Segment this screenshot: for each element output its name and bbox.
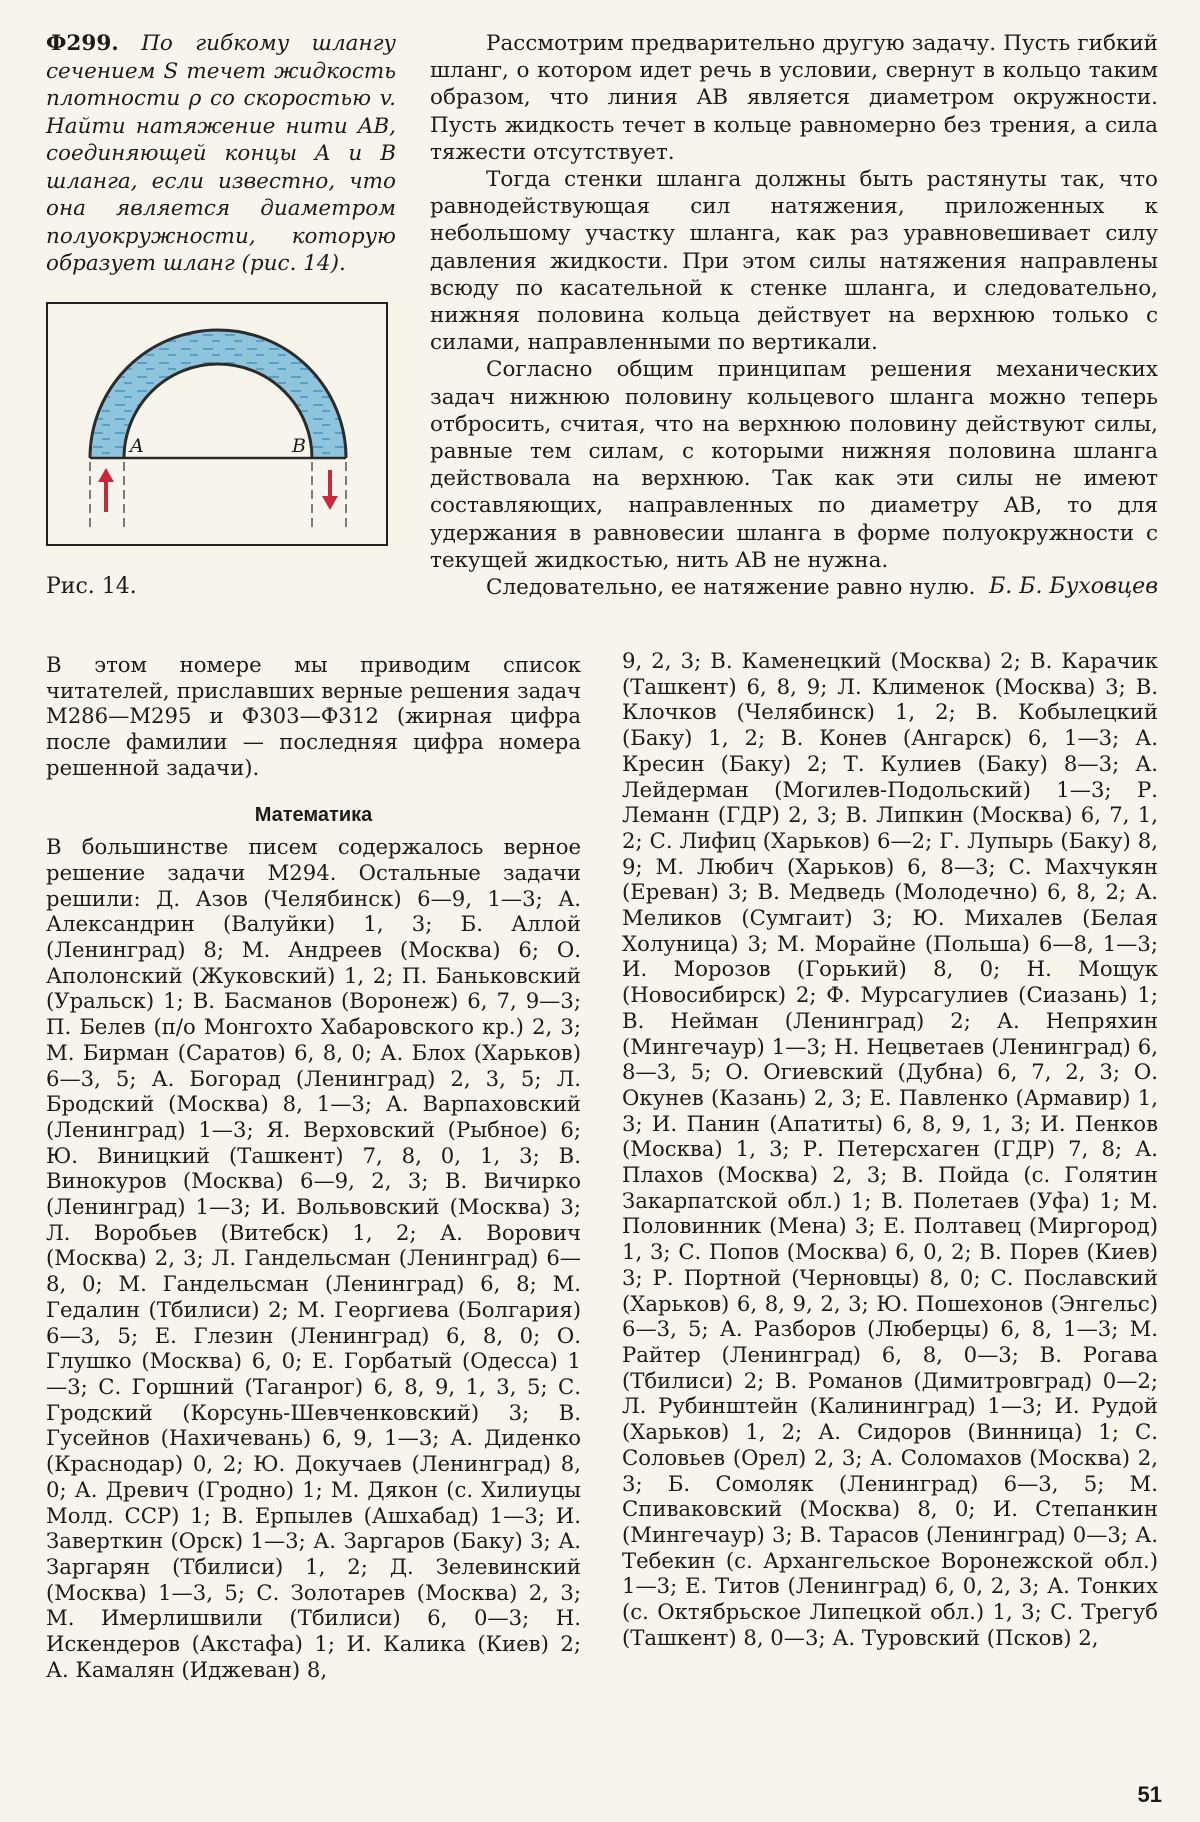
solution-paragraph: Рассмотрим предварительно другую задачу. Пусть гибкий шланг, о котором идет речь в условии, свернут в кольцо таким образом, что линия AB является диаметром окружности. Пусть жидкость течет в кольце равномерно без трения, а сила тяжести отсутствует.: [430, 31, 1158, 165]
solution-paragraph: Следовательно, ее натяжение равно нулю.: [486, 575, 976, 601]
arrow-up-icon: [98, 468, 114, 512]
readers-list-left: В большинстве писем содержалось верное решение задачи М294. Остальные задачи решили: Д. Азов (Челябинск) 6—9, 1—3; А. Александрин (Валуйки) 1, 3; Б. Аллой (Ленинград) 8; М. Андреев (Москва) 6; О. Аполонский (Жуковский) 1, 2; П. Баньковский (Уральск) 1; В. Басманов (Воронеж) 6, 7, 9—3; П. Белев (п/о Монгохто Хабаровского кр.) 2, 3; М. Бирман (Саратов) 6, 8, 0; А. Блох (Харьков) 6—3, 5; А. Богорад (Ленинград) 2, 3, 5; Л. Бродский (Москва) 8, 1—3; А. Варпаховский (Ленинград) 1—3; Я. Верховский (Рыбное) 6; Ю. Виницкий (Ташкент) 7, 8, 0, 1, 3; В. Винокуров (Москва) 6—9, 2, 3; В. Вичирко (Ленинград) 1—3; И. Вольвовский (Москва) 3; Л. Воробьев (Витебск) 1, 2; А. Ворович (Москва) 2, 3; Л. Гандельсман (Ленинград) 6—8, 0; М. Гандельсман (Ленинград) 6, 8; М. Гедалин (Тбилиси) 2; М. Георгиева (Болгария) 6—3, 5; Е. Глезин (Ленинград) 6, 8, 0; О. Глушко (Москва) 6, 0; Е. Горбатый (Одесса) 1—3; С. Горшний (Таганрог) 6, 8, 9, 1, 3, 5; С. Гродский (Корсунь-Шевченковский) 3; В. Гусейнов (Нахичевань) 6, 9, 1—3; А. Диденко (Краснодар) 0, 2; Ю. Докучаев (Ленинград) 8, 0; А. Древич (Гродно) 1; М. Дякон (с. Хилиуцы Молд. ССР) 1; В. Ерпылев (Ашхабад) 1—3; И. Заверткин (Орск) 1—3; А. Заргаров (Баку) 3; А. Заргарян (Тбилиси) 1, 2; Д. Зелевинский (Москва) 1—3, 5; С. Золотарев (Москва) 2, 3; М. Имерлишвили (Тбилиси) 6, 0—3; Н. Искендеров (Акстафа) 1; И. Калика (Киев) 2; А. Камалян (Иджеван) 8,: [46, 834, 581, 1682]
readers-intro: В этом номере мы приводим список читателей, приславших верные решения задач М286—М295 и Ф303—Ф312 (жирная цифра после фамилии — последняя цифра номера решенной задачи).: [46, 652, 581, 780]
readers-column-left: [46, 652, 581, 1682]
solution-paragraph: Согласно общим принципам решения механических задач нижнюю половину кольцевого шланга можно теперь отбросить, считая, что на верхнюю половину действуют силы, равные тем силам, с которыми нижняя половина шланга действовала на верхнюю. Так как эти силы не имеют составляющих, направленных по диаметру AB, то для удержания в равновесии шланга в форме полуокружности с текущей жидкостью, нить AB не нужна.: [430, 357, 1158, 573]
figure-caption: Рис. 14.: [46, 574, 137, 599]
label-a: A: [130, 435, 144, 457]
readers-column-right: [622, 648, 1158, 1650]
figure-14: [46, 302, 388, 546]
section-heading: Математика: [254, 803, 373, 826]
problem-statement: [46, 30, 396, 278]
solution-text: [430, 30, 1158, 601]
arrow-down-icon: [322, 470, 338, 510]
problem-text: По гибкому шлангу сечением S течет жидкость плотности ρ со скоростью v. Найти натяжение нити AB, соединяющей концы A и B шланга, если известно, что она является диаметром полуокружности, которую образует шланг (рис. 14).: [46, 31, 396, 276]
solution-paragraph: Тогда стенки шланга должны быть растянуты так, что равнодействующая сил натяжения, приложенных к небольшому участку шланга, как раз уравновешивает силу давления жидкости. При этом силы натяжения направлены всюду по касательной к стенке шланга, и следовательно, нижняя половина кольца действует на верхнюю только с силами, направленными по вертикали.: [430, 167, 1158, 356]
label-b: B: [292, 435, 306, 457]
problem-number: Ф299.: [46, 31, 119, 56]
solution-author: Б. Б. Буховцев: [989, 574, 1158, 599]
page-number: 51: [1137, 1782, 1162, 1807]
readers-list-right: 9, 2, 3; В. Каменецкий (Москва) 2; В. Карачик (Ташкент) 6, 8, 9; Л. Клименок (Москва) 3; В. Клочков (Челябинск) 1, 2; В. Кобылецкий (Баку) 1, 2; В. Конев (Ангарск) 6, 1—3; А. Кресин (Баку) 2; Т. Кулиев (Баку) 8—3; А. Лейдерман (Могилев-Подольский) 1—3; Р. Леманн (ГДР) 2, 3; В. Липкин (Москва) 6, 7, 1, 2; С. Лифиц (Харьков) 6—2; Г. Лупырь (Баку) 8, 9; М. Любич (Харьков) 6, 8—3; С. Махчукян (Ереван) 3; В. Медведь (Молодечно) 6, 8, 2; А. Меликов (Сумгаит) 3; Ю. Михалев (Белая Холуница) 3; М. Морайне (Польша) 6—8, 1—3; И. Морозов (Горький) 8, 0; Н. Мощук (Новосибирск) 2; Ф. Мурсагулиев (Сиазань) 1; В. Нейман (Ленинград) 2; А. Непряхин (Мингечаур) 1—3; Н. Нецветаев (Ленинград) 6, 8—3, 5; О. Огиевский (Дубна) 6, 7, 2, 3; О. Окунев (Казань) 2, 3; Е. Павленко (Армавир) 1, 3; И. Панин (Апатиты) 6, 8, 9, 1, 3; И. Пенков (Москва) 1, 3; Р. Петерсхаген (ГДР) 7, 8; А. Плахов (Москва) 2, 3; В. Пойда (с. Голятин Закарпатской обл.) 1; В. Полетаев (Уфа) 1; М. Половинник (Мена) 3; Е. Полтавец (Миргород) 1, 3; С. Попов (Москва) 6, 0, 2; В. Порев (Киев) 3; Р. Портной (Черновцы) 8, 0; С. Пославский (Харьков) 6, 8, 9, 2, 3; Ю. Пошехонов (Энгельс) 6—3, 5; А. Разборов (Люберцы) 6, 8, 1—3; М. Райтер (Ленинград) 6, 8, 0—3; В. Рогава (Тбилиси) 2; В. Романов (Димитровград) 0—2; Л. Рубинштейн (Калининград) 1—3; И. Рудой (Харьков) 1, 2; А. Сидоров (Винница) 1; С. Соловьев (Орел) 2, 3; А. Соломахов (Москва) 2, 3; Б. Сомоляк (Ленинград) 6—3, 5; М. Спиваковский (Москва) 8, 0; И. Степанкин (Мингечаур) 3; В. Тарасов (Ленинград) 0—3; А. Тебекин (с. Архангельское Воронежской обл.) 1—3; Е. Титов (Ленинград) 6, 0, 2, 3; А. Тонких (с. Октябрьское Липецкой обл.) 1, 3; С. Трегуб (Ташкент) 8, 0—3; А. Туровский (Псков) 2,: [622, 648, 1158, 1650]
